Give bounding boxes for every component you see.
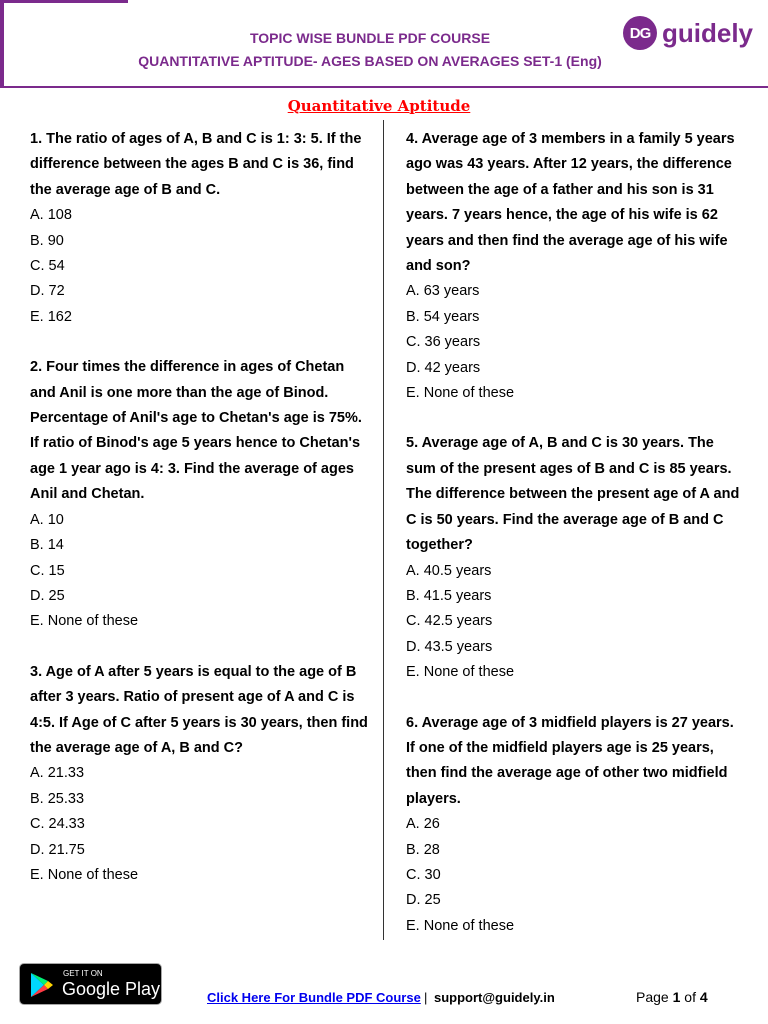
questions-right-column xyxy=(406,127,746,964)
google-play-badge[interactable] xyxy=(19,963,162,1005)
answer-option: C. 24.33 xyxy=(30,816,85,833)
question-text: 5. Average age of A, B and C is 30 years. The sum of the present ages of B and C is 85 years. The difference between the present age of A and C is 50 years. Find the average age of B and C together? xyxy=(406,435,740,554)
column-divider xyxy=(383,120,384,940)
question-text: 1. The ratio of ages of A, B and C is 1: 3: 5. If the difference between the ages B and C is 36, find the average age of B and C. xyxy=(30,131,362,198)
answer-option: E. 162 xyxy=(30,308,72,325)
page-total: 4 xyxy=(699,989,708,1005)
answer-option: B. 54 years xyxy=(406,308,480,325)
answer-option: D. 25 xyxy=(406,892,441,909)
answer-option: E. None of these xyxy=(30,866,139,883)
guidely-logo xyxy=(623,16,753,50)
questions-left-column xyxy=(30,127,370,913)
answer-option: E. None of these xyxy=(406,664,515,681)
page-of: of xyxy=(684,989,696,1005)
answer-option: B. 25.33 xyxy=(30,790,85,807)
logo-text: guidely xyxy=(662,17,754,48)
answer-option: B. 41.5 years xyxy=(406,587,492,604)
question-text: 3. Age of A after 5 years is equal to the age of B after 3 years. Ratio of present age of A and C is 4:5. If Age of C after 5 years is 30 years, then find the average age of A, B and C? xyxy=(30,663,368,756)
answer-option: A. 63 years xyxy=(406,283,480,300)
section-title: Quantitative Aptitude xyxy=(287,97,471,115)
page-label: Page xyxy=(636,989,669,1005)
question-text: 6. Average age of 3 midfield players is 27 years. If one of the midfield players age is 25 years, then find the average age of other two midfield players. xyxy=(406,714,734,807)
answer-option: E. None of these xyxy=(406,385,515,402)
answer-option: C. 42.5 years xyxy=(406,613,493,630)
support-email[interactable]: support@guidely.in xyxy=(434,990,555,1005)
answer-option: D. 72 xyxy=(30,283,65,300)
google-play-label: Google Play xyxy=(62,979,161,999)
header-title: TOPIC WISE BUNDLE PDF COURSE xyxy=(249,30,491,46)
page-number xyxy=(636,989,708,1005)
page-current: 1 xyxy=(672,989,681,1005)
question-block xyxy=(406,431,746,685)
answer-option: B. 28 xyxy=(406,841,440,858)
answer-option: E. None of these xyxy=(406,917,515,934)
answer-option: C. 30 xyxy=(406,866,441,883)
question-block xyxy=(30,660,370,889)
answer-option: A. 26 xyxy=(406,816,440,833)
answer-option: C. 36 years xyxy=(406,334,481,351)
answer-option: A. 10 xyxy=(30,511,64,528)
header-divider xyxy=(0,86,768,88)
question-block xyxy=(30,355,370,634)
answer-option: A. 108 xyxy=(30,207,72,224)
question-block xyxy=(406,127,746,406)
question-text: 4. Average age of 3 members in a family 5 years ago was 43 years. After 12 years, the difference between the age of a father and his son is 31 years. 7 years hence, the age of his wife is 62 years and then find the average age of his wife and son? xyxy=(406,131,735,275)
logo-mark-icon: DG xyxy=(623,16,657,50)
answer-option: A. 40.5 years xyxy=(406,562,492,579)
answer-option: D. 43.5 years xyxy=(406,638,493,655)
answer-option: A. 21.33 xyxy=(30,765,85,782)
question-block xyxy=(406,711,746,940)
footer-separator: | xyxy=(424,990,428,1005)
header-subtitle: QUANTITATIVE APTITUDE- AGES BASED ON AVERAGES SET-1 (Eng) xyxy=(138,53,602,69)
answer-option: C. 15 xyxy=(30,562,65,579)
answer-option: B. 90 xyxy=(30,232,64,249)
question-text: 2. Four times the difference in ages of Chetan and Anil is one more than the age of Binod. Percentage of Anil's age to Chetan's age is 75%. If ratio of Binod's age 5 years hence to Chetan's age 1 year ago is 4: 3. Find the average of ages Anil and Chetan. xyxy=(30,359,362,503)
play-store-icon xyxy=(30,972,54,998)
answer-option: B. 14 xyxy=(30,537,64,554)
header-corner-line xyxy=(0,0,128,3)
answer-option: E. None of these xyxy=(30,613,139,630)
answer-option: D. 25 xyxy=(30,587,65,604)
answer-option: D. 42 years xyxy=(406,359,481,376)
answer-option: C. 54 xyxy=(30,258,65,275)
google-play-small-label: GET IT ON xyxy=(63,969,103,978)
bundle-course-link[interactable]: Click Here For Bundle PDF Course xyxy=(207,990,421,1005)
answer-option: D. 21.75 xyxy=(30,841,85,858)
question-block xyxy=(30,127,370,330)
